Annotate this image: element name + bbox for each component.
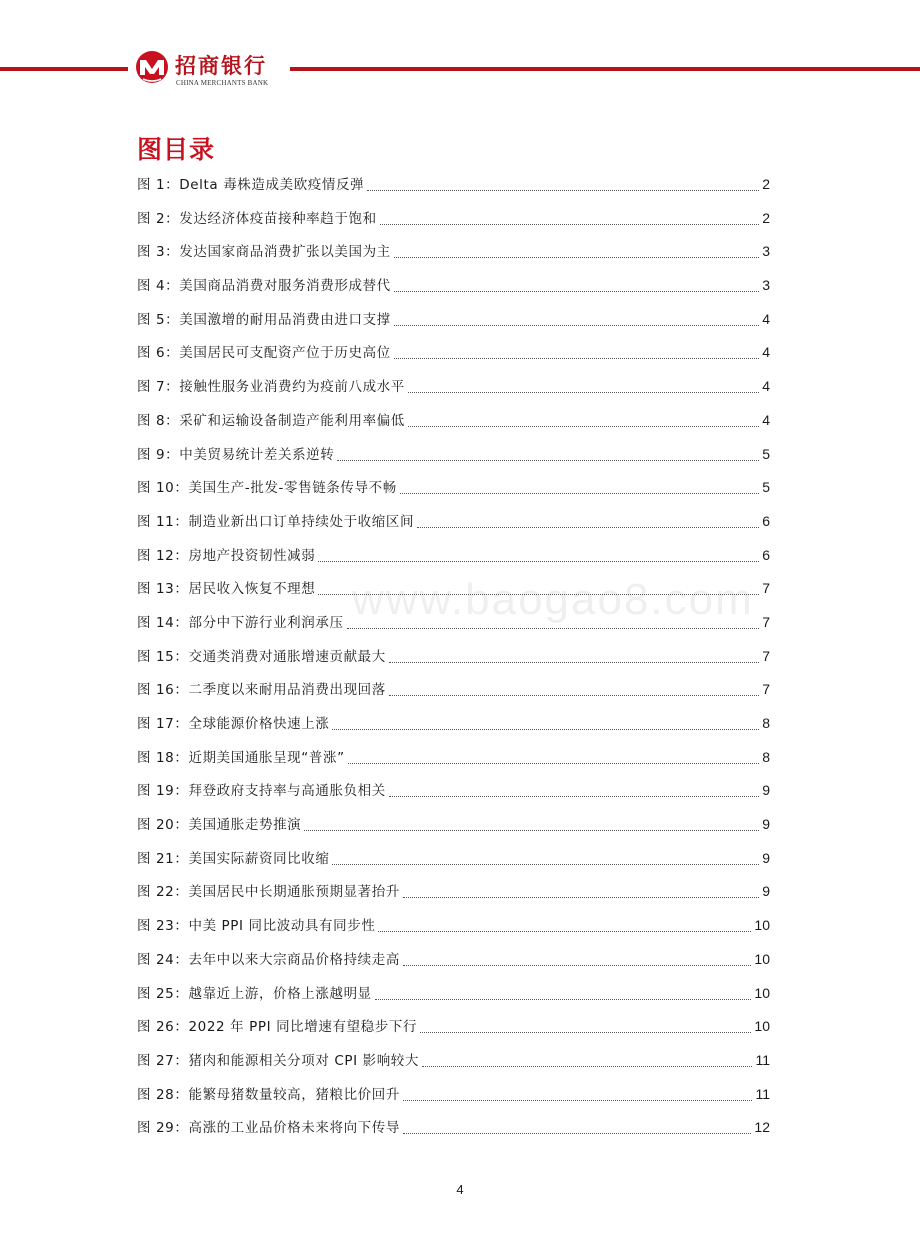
toc-entry-page: 4	[762, 310, 770, 327]
toc-dot-leader	[422, 1052, 752, 1067]
toc-entry[interactable]	[137, 707, 770, 741]
toc-entry[interactable]	[137, 471, 770, 505]
toc-dot-leader	[332, 850, 759, 865]
toc-entry-page: 7	[762, 613, 770, 630]
toc-dot-leader	[394, 277, 759, 292]
toc-dot-leader	[403, 883, 759, 898]
toc-dot-leader	[403, 1119, 751, 1134]
toc-entry-page: 7	[762, 647, 770, 664]
toc-entry-page: 7	[762, 681, 770, 698]
toc-entry-label: 图 1：Delta 毒株造成美欧疫情反弹	[137, 177, 365, 193]
toc-entry-page: 8	[762, 748, 770, 765]
toc-entry-page: 8	[762, 715, 770, 731]
toc-entry-label: 图 22：美国居民中长期通胀预期显著抬升	[137, 884, 400, 901]
header-rule-left	[0, 67, 128, 71]
toc-dot-leader	[318, 547, 759, 562]
toc-entry-label: 图 8：采矿和运输设备制造产能利用率偏低	[137, 412, 405, 429]
toc-dot-leader	[408, 412, 759, 427]
toc-entry-page: 4	[762, 344, 770, 361]
toc-dot-leader	[394, 311, 759, 326]
toc-dot-leader	[389, 681, 759, 696]
toc-dot-leader	[378, 917, 751, 932]
toc-dot-leader	[389, 782, 759, 797]
toc-entry-page: 3	[762, 243, 770, 260]
toc-entry[interactable]	[137, 303, 770, 337]
toc-entry-page: 10	[754, 917, 770, 934]
toc-entry-label: 图 28：能繁母猪数量较高，猪粮比价回升	[137, 1086, 400, 1103]
toc-entry[interactable]	[137, 842, 770, 876]
toc-entry-page: 7	[762, 580, 770, 597]
toc-dot-leader	[337, 446, 759, 461]
toc-entry-page: 9	[762, 782, 770, 799]
toc-entry[interactable]	[137, 438, 770, 472]
toc-entry[interactable]	[137, 909, 770, 943]
toc-entry-label: 图 12：房地产投资韧性减弱	[137, 547, 316, 564]
toc-entry[interactable]	[137, 640, 770, 674]
toc-entry-label: 图 17：全球能源价格快速上涨	[137, 716, 330, 732]
toc-dot-leader	[417, 513, 759, 528]
toc-entry-page: 10	[754, 1018, 770, 1035]
toc-entry-page: 9	[762, 883, 770, 900]
toc-entry[interactable]	[137, 269, 770, 303]
toc-entry-label: 图 11：制造业新出口订单持续处于收缩区间	[137, 513, 415, 530]
toc-entry-label: 图 4：美国商品消费对服务消费形成替代	[137, 278, 391, 295]
toc-entry-label: 图 3：发达国家商品消费扩张以美国为主	[137, 244, 391, 261]
toc-entry[interactable]	[137, 404, 770, 438]
page-number: 4	[456, 1182, 464, 1197]
toc-entry-label: 图 26：2022 年 PPI 同比增速有望稳步下行	[137, 1019, 418, 1036]
toc-entry-page: 10	[754, 984, 770, 1001]
toc-entry-page: 10	[754, 950, 770, 967]
toc-entry-label: 图 9：中美贸易统计差关系逆转	[137, 446, 335, 463]
toc-entry-label: 图 5：美国激增的耐用品消费由进口支撑	[137, 311, 391, 328]
toc-title: 图目录	[137, 135, 216, 164]
toc-entry[interactable]	[137, 168, 770, 202]
toc-dot-leader	[367, 176, 759, 191]
toc-entry-page: 2	[762, 209, 770, 226]
toc-entry[interactable]	[137, 875, 770, 909]
brand-name-cn: 招商银行	[175, 54, 267, 78]
toc-entry-page: 5	[762, 445, 770, 462]
toc-entry-page: 4	[762, 411, 770, 428]
toc-entry[interactable]	[137, 336, 770, 370]
toc-dot-leader	[389, 648, 759, 663]
toc-dot-leader	[332, 715, 759, 730]
toc-entry-label: 图 25：越靠近上游，价格上涨越明显	[137, 985, 372, 1002]
toc-entry[interactable]	[137, 741, 770, 775]
toc-entry-label: 图 6：美国居民可支配资产位于历史高位	[137, 345, 391, 362]
toc-dot-leader	[403, 1086, 752, 1101]
toc-dot-leader	[394, 243, 759, 258]
toc-entry[interactable]	[137, 606, 770, 640]
toc-entry-label: 图 13：居民收入恢复不理想	[137, 581, 316, 598]
cmb-logo-icon	[133, 50, 171, 84]
watermark: www.baogao8.com	[352, 575, 754, 624]
toc-dot-leader	[400, 479, 759, 494]
toc-entry[interactable]	[137, 1044, 770, 1078]
toc-entry-page: 11	[755, 1051, 770, 1068]
toc-entry[interactable]	[137, 202, 770, 236]
toc-dot-leader	[408, 378, 759, 393]
toc-list	[137, 168, 770, 1145]
brand-name-en: CHINA MERCHANTS BANK	[176, 79, 269, 87]
toc-entry-label: 图 19：拜登政府支持率与高通胀负相关	[137, 783, 386, 800]
page-header	[0, 0, 920, 110]
toc-entry[interactable]	[137, 370, 770, 404]
toc-entry-page: 9	[762, 816, 770, 833]
toc-entry-page: 6	[762, 546, 770, 563]
toc-entry-label: 图 24：去年中以来大宗商品价格持续走高	[137, 951, 400, 968]
toc-dot-leader	[394, 344, 759, 359]
toc-entry[interactable]	[137, 1111, 770, 1145]
toc-entry-page: 2	[762, 176, 770, 192]
toc-entry[interactable]	[137, 943, 770, 977]
toc-entry[interactable]	[137, 673, 770, 707]
toc-entry[interactable]	[137, 539, 770, 573]
toc-entry-label: 图 23：中美 PPI 同比波动具有同步性	[137, 918, 376, 935]
toc-entry-label: 图 21：美国实际薪资同比收缩	[137, 850, 330, 867]
toc-dot-leader	[304, 816, 759, 831]
toc-dot-leader	[318, 580, 759, 595]
toc-entry-page: 4	[762, 378, 770, 395]
toc-entry-page: 11	[755, 1085, 770, 1102]
toc-entry-label: 图 15：交通类消费对通胀增速贡献最大	[137, 648, 386, 665]
toc-entry-label: 图 29：高涨的工业品价格未来将向下传导	[137, 1120, 400, 1137]
toc-entry-label: 图 20：美国通胀走势推演	[137, 817, 302, 834]
toc-entry-page: 9	[762, 849, 770, 866]
toc-entry[interactable]	[137, 505, 770, 539]
toc-entry-page: 12	[754, 1119, 770, 1136]
toc-entry-label: 图 2：发达经济体疫苗接种率趋于饱和	[137, 210, 377, 227]
toc-entry-label: 图 10：美国生产-批发-零售链条传导不畅	[137, 480, 397, 497]
header-rule-right	[290, 67, 920, 71]
toc-dot-leader	[348, 749, 760, 764]
toc-entry-page: 6	[762, 512, 770, 529]
toc-entry[interactable]	[137, 1010, 770, 1044]
toc-entry[interactable]	[137, 774, 770, 808]
toc-entry[interactable]	[137, 808, 770, 842]
toc-entry-label: 图 27：猪肉和能源相关分项对 CPI 影响较大	[137, 1052, 419, 1069]
toc-dot-leader	[403, 951, 751, 966]
toc-dot-leader	[420, 1018, 751, 1033]
toc-entry[interactable]	[137, 977, 770, 1011]
toc-entry-label: 图 14：部分中下游行业利润承压	[137, 614, 344, 631]
toc-dot-leader	[380, 210, 760, 225]
toc-entry-label: 图 7：接触性服务业消费约为疫前八成水平	[137, 379, 405, 396]
toc-entry-label: 图 18：近期美国通胀呈现“普涨”	[137, 749, 345, 766]
toc-dot-leader	[347, 614, 760, 629]
toc-entry[interactable]	[137, 1078, 770, 1112]
toc-entry[interactable]	[137, 572, 770, 606]
toc-entry-page: 5	[762, 479, 770, 496]
toc-dot-leader	[375, 985, 752, 1000]
toc-entry-label: 图 16：二季度以来耐用品消费出现回落	[137, 682, 386, 699]
toc-entry[interactable]	[137, 235, 770, 269]
toc-entry-page: 3	[762, 277, 770, 294]
